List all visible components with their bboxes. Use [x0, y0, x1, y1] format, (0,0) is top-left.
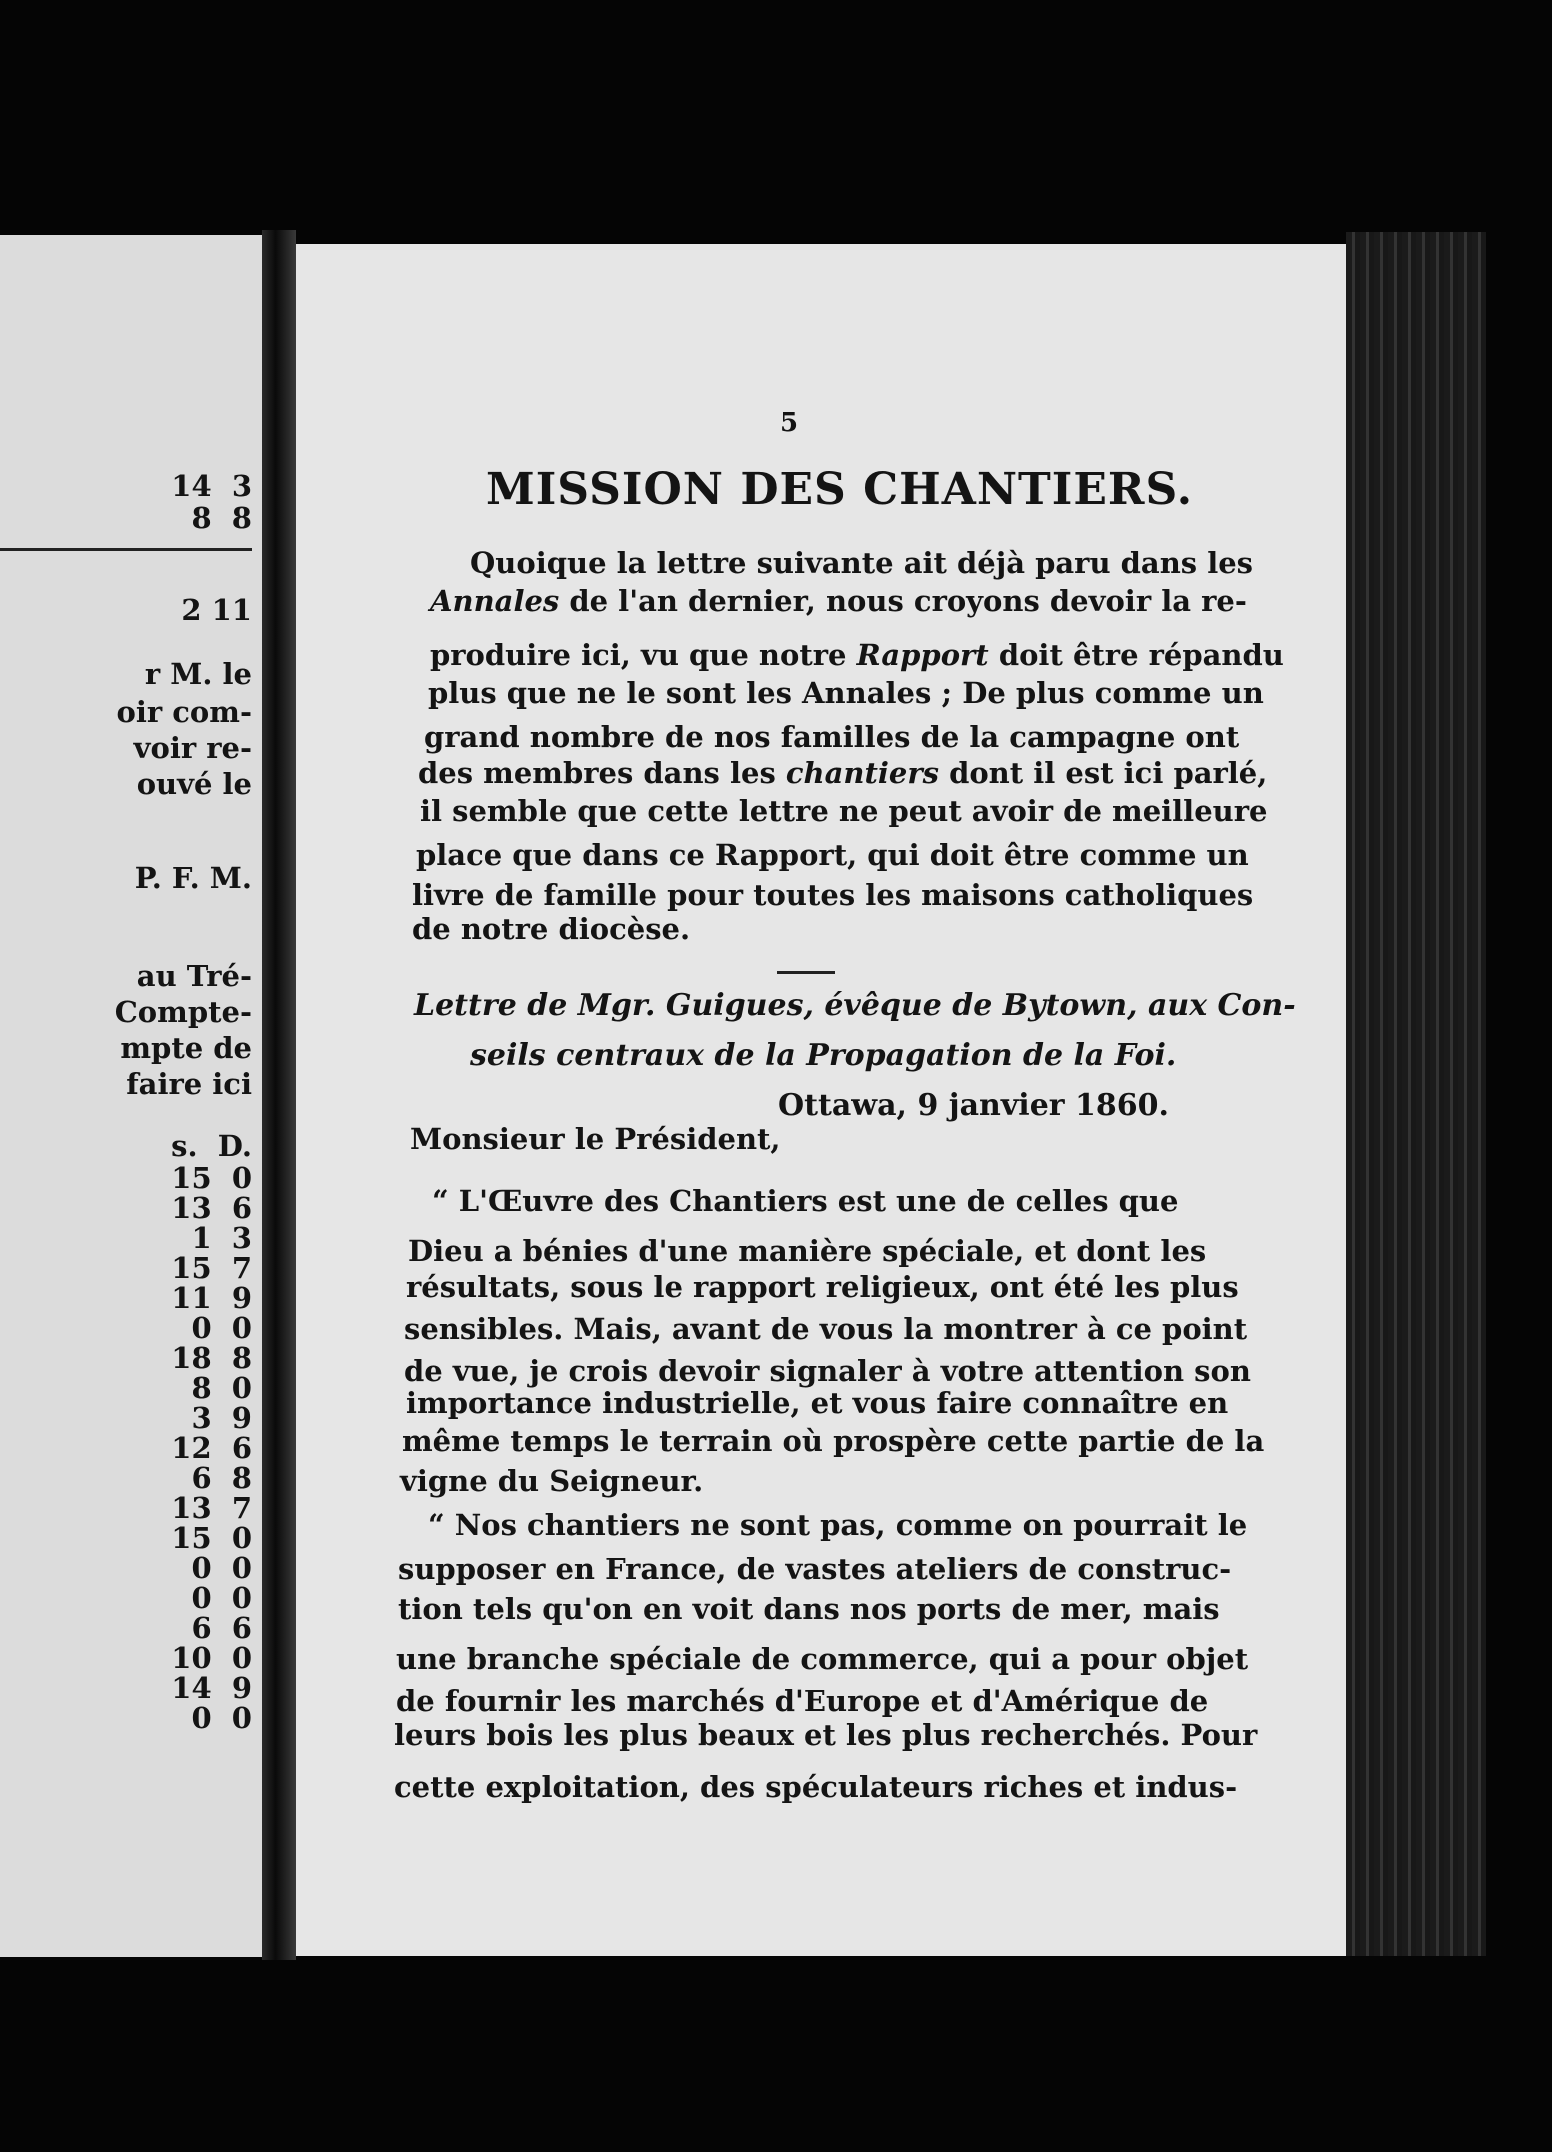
italic-word: Rapport [856, 638, 989, 672]
left-page-line: r M. le [144, 657, 252, 691]
left-page-line: 8 0 [191, 1371, 252, 1405]
paragraph2-line: leurs bois les plus beaux et les plus recherchés. Pour [394, 1718, 1258, 1752]
letter-heading-line: seils centraux de la Propagation de la Foi. [470, 1038, 1177, 1073]
left-page-line: s. D. [171, 1129, 252, 1163]
intro-line: grand nombre de nos familles de la campagne ont [424, 720, 1240, 754]
left-page-line: oir com- [116, 695, 252, 729]
left-page-line: ouvé le [136, 767, 252, 801]
book-gutter [262, 230, 296, 1960]
left-page-line: 12 6 [171, 1431, 252, 1465]
page-number: 5 [780, 408, 799, 438]
left-page-line: 1 3 [191, 1221, 252, 1255]
intro-line: de notre diocèse. [412, 912, 691, 946]
paragraph2-line: supposer en France, de vastes ateliers de construc- [398, 1552, 1232, 1586]
paragraph1-line: résultats, sous le rapport religieux, ont été les plus [406, 1270, 1239, 1304]
left-page-line: 6 6 [191, 1611, 252, 1645]
left-page-line: 11 9 [171, 1281, 252, 1315]
left-page-line: 0 0 [191, 1581, 252, 1615]
left-page-line: 8 8 [191, 501, 252, 535]
intro-line [430, 584, 1247, 619]
left-page-line: 6 8 [191, 1461, 252, 1495]
left-page-rule [0, 548, 252, 551]
left-page-line: 13 6 [171, 1191, 252, 1225]
left-page-line: 14 3 [171, 469, 252, 503]
paragraph1-line: sensibles. Mais, avant de vous la montrer à ce point [404, 1312, 1248, 1346]
paragraph1-line: vigne du Seigneur. [400, 1464, 704, 1498]
line-rest: dont il est ici parlé, [938, 756, 1268, 790]
dateline: Ottawa, 9 janvier 1860. [778, 1088, 1169, 1123]
left-page-line: faire ici [126, 1067, 252, 1101]
italic-word: chantiers [785, 756, 939, 790]
paragraph2-line: “ Nos chantiers ne sont pas, comme on pourrait le [428, 1508, 1248, 1542]
paragraph1-line: même temps le terrain où prospère cette partie de la [402, 1424, 1265, 1458]
paragraph2-line: une branche spéciale de commerce, qui a pour objet [396, 1642, 1249, 1676]
paragraph1-line: de vue, je crois devoir signaler à votre attention son [404, 1354, 1251, 1388]
left-page-line: 0 0 [191, 1311, 252, 1345]
intro-line: il semble que cette lettre ne peut avoir de meilleure [420, 794, 1268, 828]
intro-line [418, 756, 1267, 791]
paragraph2-line: de fournir les marchés d'Europe et d'Amérique de [396, 1684, 1209, 1718]
paragraph2-line: tion tels qu'on en voit dans nos ports de mer, mais [398, 1592, 1220, 1626]
intro-line [430, 638, 1284, 673]
left-page-line: 15 0 [171, 1521, 252, 1555]
section-separator [777, 971, 835, 974]
left-page-line: 18 8 [171, 1341, 252, 1375]
left-page-line: Compte- [114, 995, 252, 1029]
line-start: produire ici, vu que notre [430, 638, 857, 672]
paragraph2-line: cette exploitation, des spéculateurs riches et indus- [394, 1770, 1238, 1804]
left-page [0, 235, 262, 1957]
left-page-line: 15 0 [171, 1161, 252, 1195]
left-page-line: 3 9 [191, 1401, 252, 1435]
page-edges [1346, 232, 1486, 1956]
left-page-line: 10 0 [171, 1641, 252, 1675]
intro-line: livre de famille pour toutes les maisons catholiques [412, 878, 1254, 912]
left-page-line: 13 7 [171, 1491, 252, 1525]
italic-word: Annales [430, 584, 560, 618]
left-page-line: 2 11 [181, 593, 252, 627]
paragraph1-line: “ L'Œuvre des Chantiers est une de celles que [432, 1184, 1179, 1218]
left-page-line: voir re- [133, 731, 252, 765]
letter-heading-line: Lettre de Mgr. Guigues, évêque de Bytown, aux Con- [414, 988, 1296, 1023]
left-page-line: mpte de [120, 1031, 252, 1065]
paragraph1-line: Dieu a bénies d'une manière spéciale, et dont les [408, 1234, 1207, 1268]
left-page-line: 15 7 [171, 1251, 252, 1285]
intro-line: Quoique la lettre suivante ait déjà paru dans les [470, 546, 1253, 580]
salutation: Monsieur le Président, [410, 1122, 781, 1156]
left-page-line: P. F. M. [134, 861, 252, 895]
line-start: des membres dans les [418, 756, 786, 790]
page-title: MISSION DES CHANTIERS. [486, 464, 1194, 515]
intro-line: plus que ne le sont les Annales ; De plus comme un [428, 676, 1264, 710]
left-page-line: 0 0 [191, 1551, 252, 1585]
left-page-line: 14 9 [171, 1671, 252, 1705]
line-rest: doit être répandu [988, 638, 1284, 672]
intro-line: place que dans ce Rapport, qui doit être comme un [416, 838, 1249, 872]
left-page-line: au Tré- [136, 959, 252, 993]
line-rest: de l'an dernier, nous croyons devoir la re- [559, 584, 1247, 618]
left-page-line: 0 0 [191, 1701, 252, 1735]
paragraph1-line: importance industrielle, et vous faire connaître en [406, 1386, 1229, 1420]
